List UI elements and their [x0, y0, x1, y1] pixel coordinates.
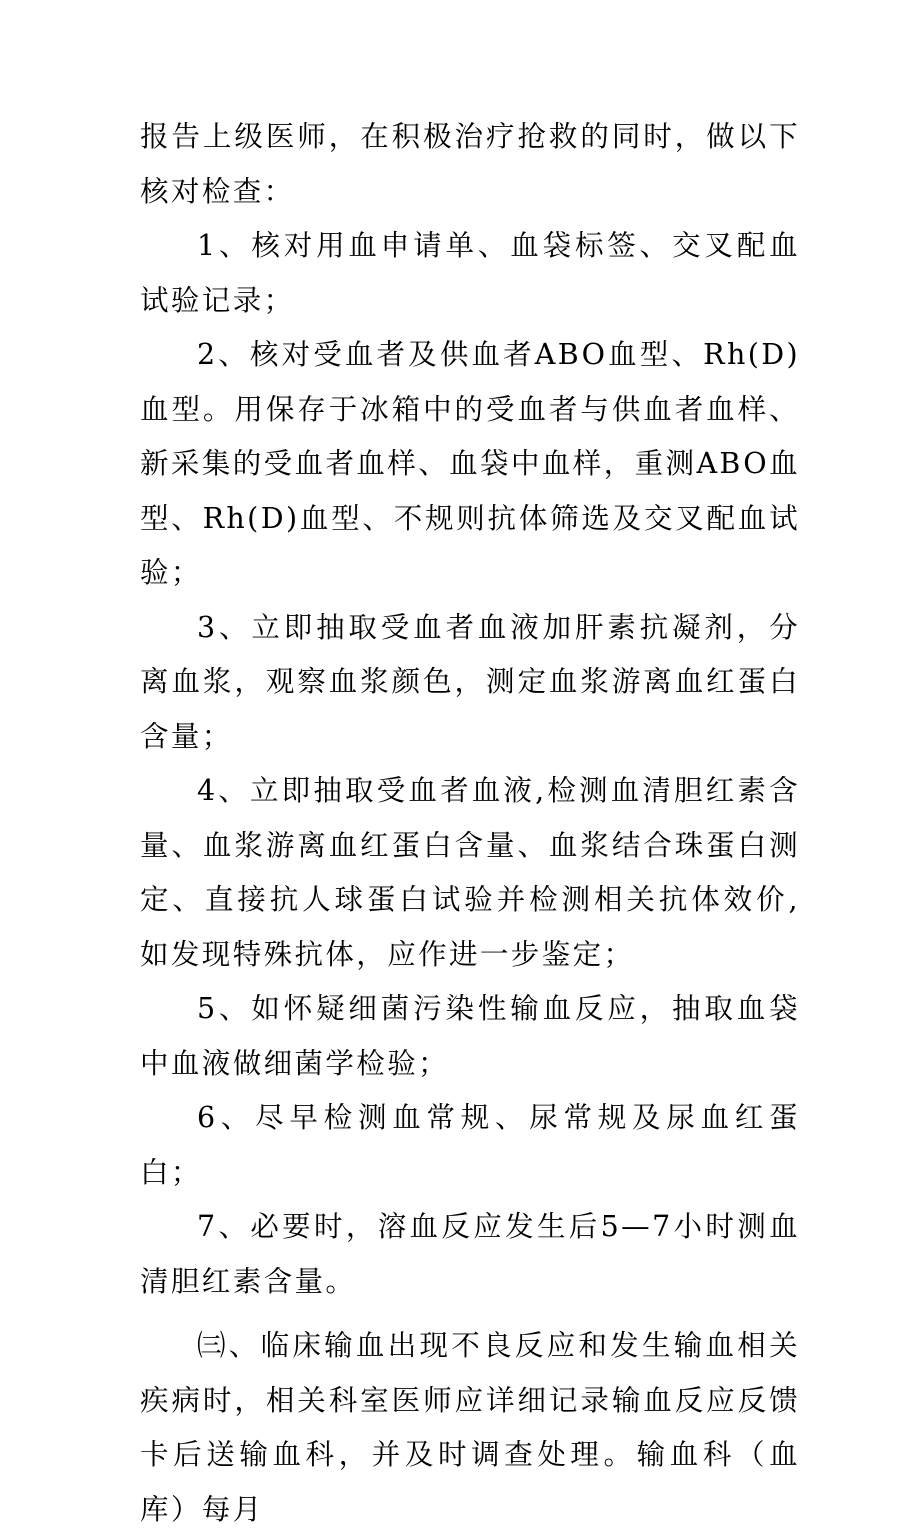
paragraph-item-7: 7、必要时，溶血反应发生后5—7小时测血清胆红素含量。	[140, 1210, 800, 1298]
paragraph-section-3: ㈢、临床输血出现不良反应和发生输血相关疾病时，相关科室医师应详细记录输血反应反馈卡后送输血科，并及时调查处理。输血科（血库）每月	[140, 1329, 800, 1526]
document-body	[140, 110, 800, 1537]
paragraph-item-3: 3、立即抽取受血者血液加肝素抗凝剂，分离血浆，观察血浆颜色，测定血浆游离血红蛋白含量；	[140, 610, 800, 753]
paragraph-item-2: 2、核对受血者及供血者ABO血型、Rh(D)血型。用保存于冰箱中的受血者与供血者血样、新采集的受血者血样、血袋中血样，重测ABO血型、Rh(D)血型、不规则抗体筛选及交叉配血试验；	[140, 338, 800, 589]
paragraph-item-6: 6、尽早检测血常规、尿常规及尿血红蛋白；	[140, 1101, 800, 1189]
paragraph-intro: 报告上级医师，在积极治疗抢救的同时，做以下核对检查：	[140, 120, 800, 208]
paragraph-item-5: 5、如怀疑细菌污染性输血反应，抽取血袋中血液做细菌学检验；	[140, 992, 800, 1080]
paragraph-item-1: 1、核对用血申请单、血袋标签、交叉配血试验记录；	[140, 229, 800, 317]
paragraph-item-4: 4、立即抽取受血者血液,检测血清胆红素含量、血浆游离血红蛋白含量、血浆结合珠蛋白测定、直接抗人球蛋白试验并检测相关抗体效价,如发现特殊抗体，应作进一步鉴定；	[140, 774, 800, 971]
